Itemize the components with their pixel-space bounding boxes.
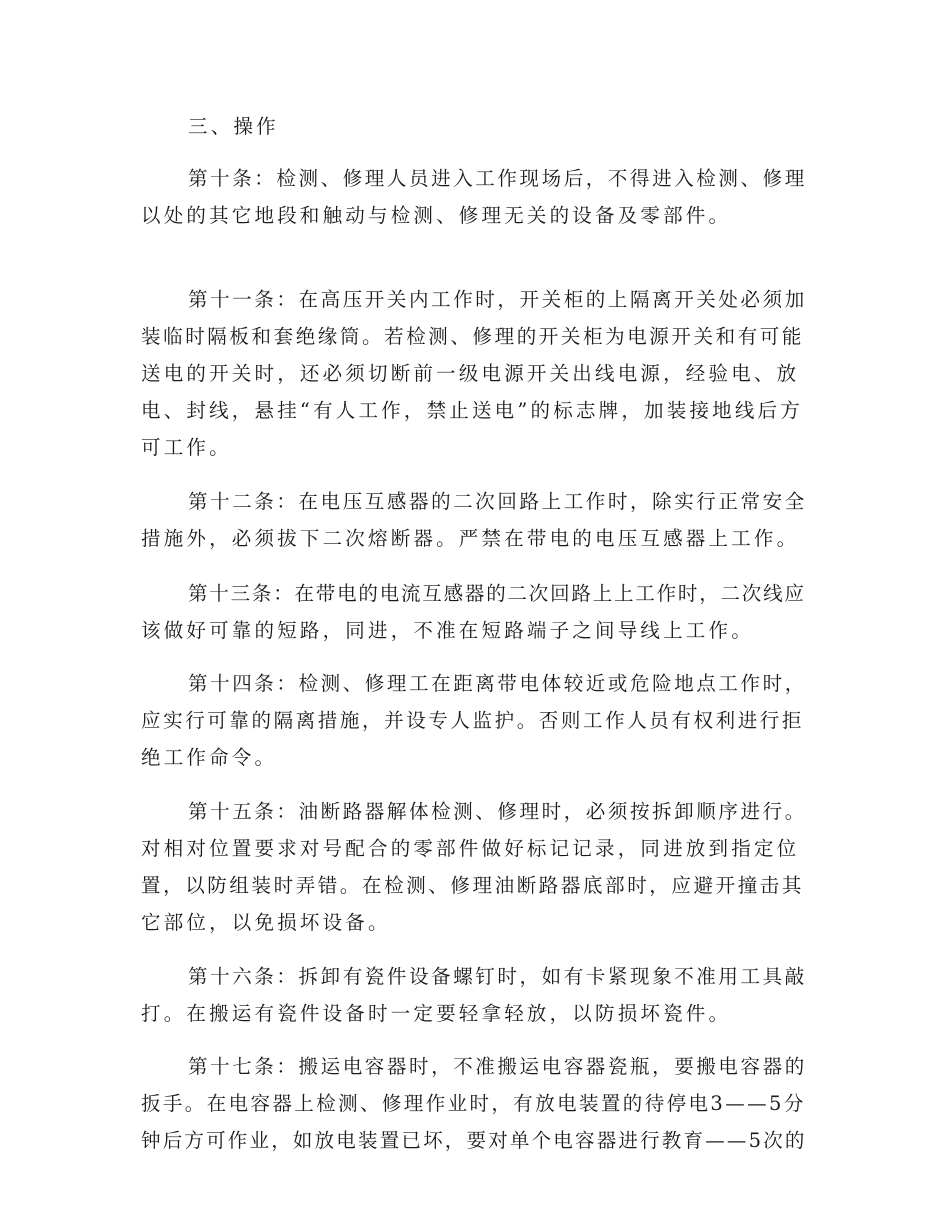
paragraph-line: 对相对位置要求对号配合的零部件做好标记记录，同进放到指定位 [141, 837, 800, 860]
paragraph-line: 第十四条：检测、修理工在距离带电体较近或危险地点工作时， [188, 672, 807, 695]
paragraph-line: 置，以防组装时弄错。在检测、修理油断路器底部时，应避开撞击其 [141, 874, 805, 897]
paragraph-line: 钟后方可作业，如放电装置已坏，要对单个电容器进行教育——5次的 [141, 1129, 807, 1152]
paragraph-line: 应实行可靠的隔离措施，并设专人监护。否则工作人员有权利进行拒 [141, 709, 805, 732]
paragraph-line: 绝工作命令。 [141, 746, 278, 769]
paragraph-line: 第十七条：搬运电容器时，不准搬运电容器瓷瓶，要搬电容器的 [188, 1055, 807, 1078]
paragraph-line: 该做好可靠的短路，同进，不准在短路端子之间导线上工作。 [141, 619, 754, 642]
paragraph-line: 扳手。在电容器上检测、修理作业时，有放电装置的待停电3——5分 [141, 1092, 806, 1115]
paragraph-line: 它部位，以免损坏设备。 [141, 911, 391, 934]
paragraph-line: 装临时隔板和套绝缘筒。若检测、修理的开关柜为电源开关和有可能 [141, 325, 805, 348]
paragraph-line: 以处的其它地段和触动与检测、修理无关的设备及零部件。 [141, 204, 732, 227]
paragraph-line: 送电的开关时，还必须切断前一级电源开关出线电源，经验电、放 [141, 362, 800, 385]
paragraph-line: 电、封线，悬挂“有人工作，禁止送电”的标志牌，加装接地线后方 [141, 399, 803, 422]
paragraph-line: 可工作。 [141, 436, 232, 459]
paragraph-line: 打。在搬运有瓷件设备时一定要轻拿轻放，以防损坏瓷件。 [141, 1002, 732, 1025]
section-heading: 三、操作 [188, 115, 279, 138]
paragraph-line: 第十条：检测、修理人员进入工作现场后，不得进入检测、修理 [188, 167, 807, 190]
paragraph-line: 第十五条：油断路器解体检测、修理时，必须按拆卸顺序进行。 [188, 800, 807, 823]
paragraph-line: 第十六条：拆卸有瓷件设备螺钉时，如有卡紧现象不准用工具敲 [188, 965, 807, 988]
paragraph-line: 第十三条：在带电的电流互感器的二次回路上上工作时，二次线应 [188, 582, 806, 605]
paragraph-line: 第十二条：在电压互感器的二次回路上工作时，除实行正常安全 [188, 490, 807, 513]
paragraph-line: 第十一条：在高压开关内工作时，开关柜的上隔离开关处必须加 [188, 288, 807, 311]
paragraph-line: 措施外，必须拔下二次熔断器。严禁在带电的电压互感器上工作。 [141, 527, 800, 550]
